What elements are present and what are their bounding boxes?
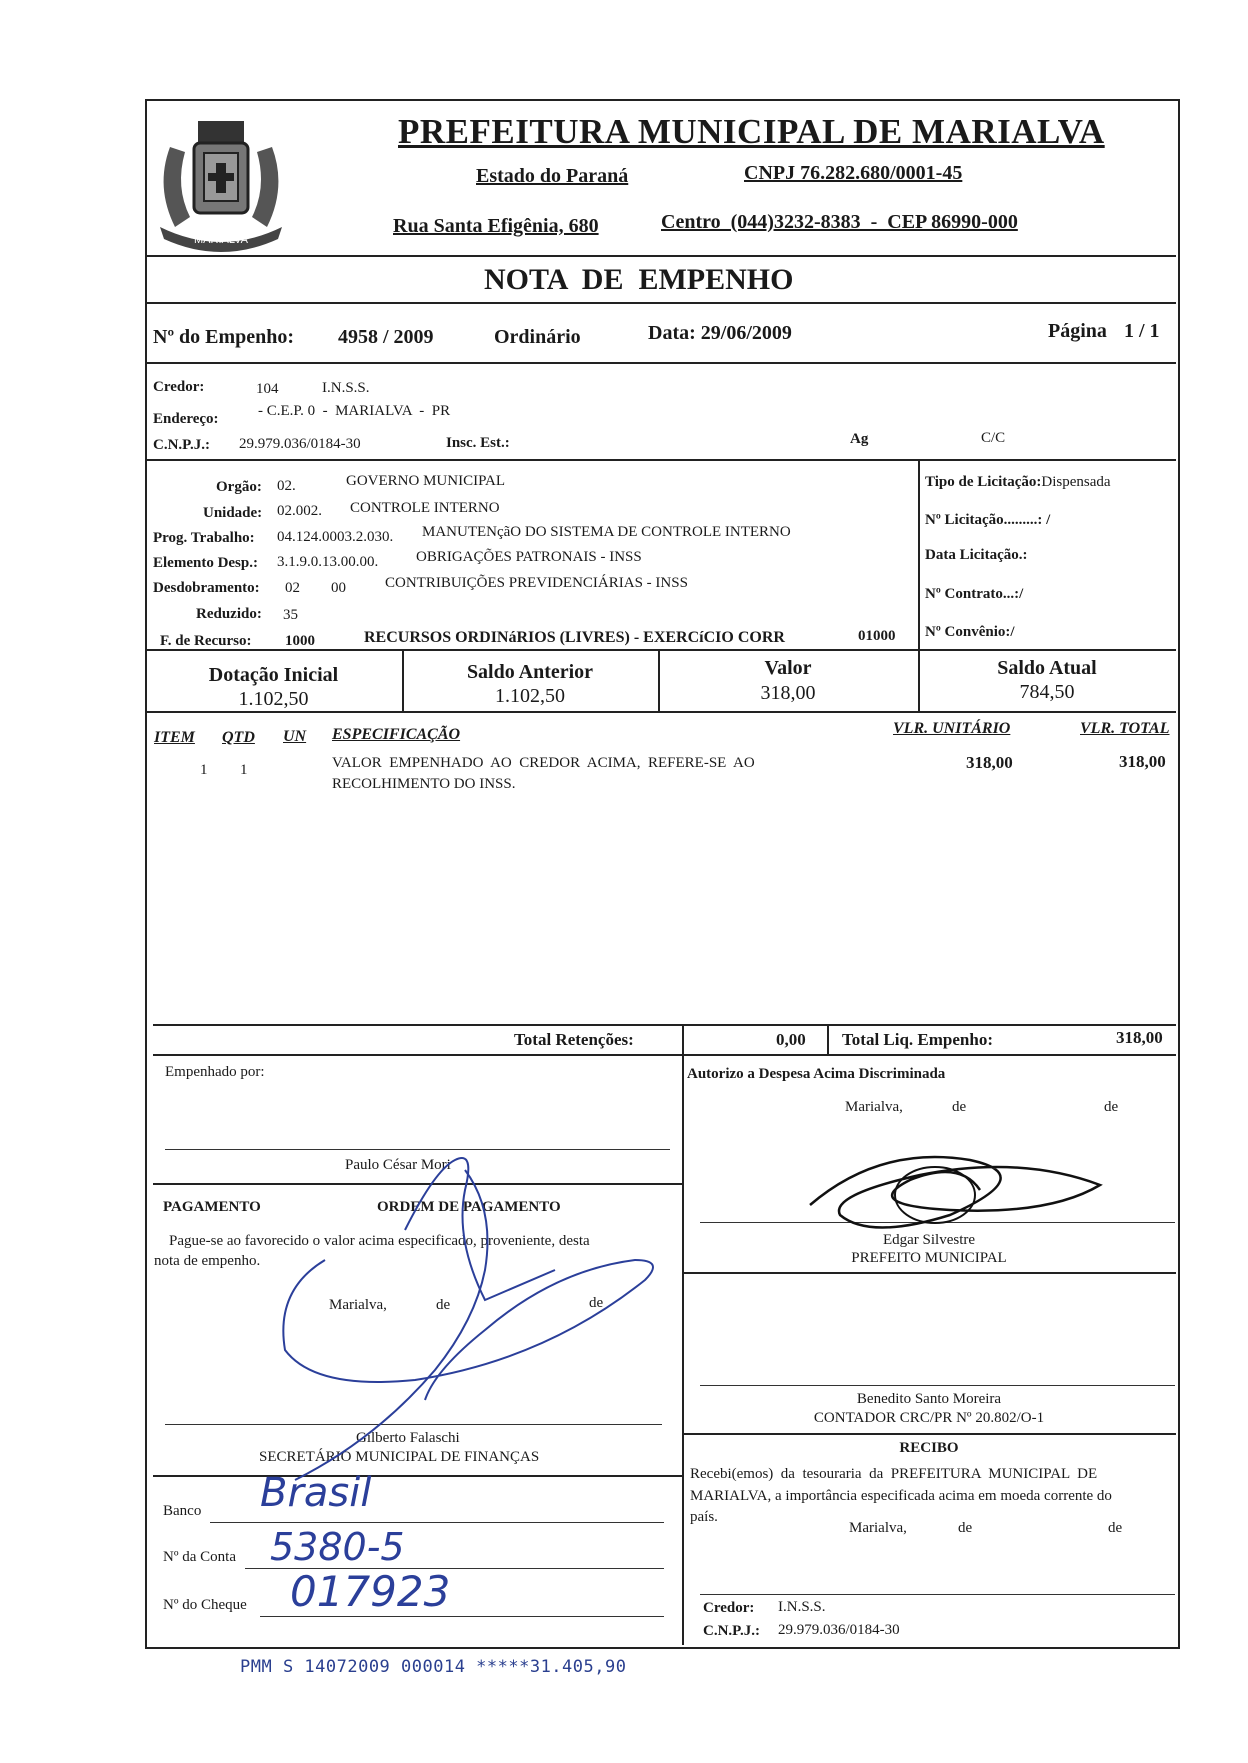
signature-secretario xyxy=(255,1150,675,1490)
cc-label: C/C xyxy=(981,430,1006,446)
item-total-value: 318,00 xyxy=(1119,752,1166,771)
ordem-pagamento-label: ORDEM DE PAGAMENTO xyxy=(377,1199,561,1215)
credor-code: 104 xyxy=(256,381,279,397)
svg-text:MARIALVA: MARIALVA xyxy=(194,234,248,246)
cnpj-header: CNPJ 76.282.680/0001-45 xyxy=(744,162,963,184)
autorizo-label: Autorizo a Despesa Acima Discriminada xyxy=(687,1066,946,1082)
col-un: UN xyxy=(283,728,307,745)
ordem-de-1: de xyxy=(436,1297,451,1313)
empenho-number-label: Nº do Empenho: xyxy=(153,326,295,348)
fonte-recurso-code2: 01000 xyxy=(858,628,896,644)
banco-handwritten: Brasil xyxy=(260,1470,372,1516)
saldo-atual: 784,50 xyxy=(1019,681,1075,703)
data-licitacao: Data Licitação.: xyxy=(925,547,1028,563)
empenho-date: Data: 29/06/2009 xyxy=(648,322,792,344)
tipo-licitacao-value: Dispensada xyxy=(1041,474,1111,490)
empenhado-por-label: Empenhado por: xyxy=(165,1064,265,1080)
item-qtd: 1 xyxy=(240,762,248,778)
conta-label: Nº da Conta xyxy=(163,1549,236,1565)
contador-role: CONTADOR CRC/PR Nº 20.802/O-1 xyxy=(813,1410,1045,1426)
item-spec-line1: VALOR EMPENHADO AO CREDOR ACIMA, REFERE-SE AO xyxy=(332,755,755,771)
endereco-label: Endereço: xyxy=(153,411,219,427)
banco-line xyxy=(210,1522,664,1523)
cheque-label: Nº do Cheque xyxy=(163,1597,247,1613)
orgao-code: 02. xyxy=(277,478,296,494)
signer-secretario: Gilberto Falaschi xyxy=(356,1430,460,1446)
prefeito-role: PREFEITO MUNICIPAL xyxy=(851,1250,1007,1266)
numero-contrato: Nº Contrato...:/ xyxy=(925,586,1024,602)
fonte-recurso-label: F. de Recurso: xyxy=(160,633,252,649)
item-number: 1 xyxy=(200,762,208,778)
recibo-label: RECIBO xyxy=(899,1440,959,1456)
coat-of-arms-icon xyxy=(150,107,292,257)
page-title: PREFEITURA MUNICIPAL DE MARIALVA xyxy=(398,112,1105,151)
credor-cnpj: 29.979.036/0184-30 xyxy=(239,436,361,452)
recibo-cnpj: 29.979.036/0184-30 xyxy=(778,1622,900,1638)
cheque-line xyxy=(260,1616,664,1617)
prog-trabalho-code: 04.124.0003.2.030. xyxy=(277,529,394,545)
page-number: 1 / 1 xyxy=(1124,320,1160,342)
signer-empenhado: Paulo César Mori xyxy=(345,1157,451,1173)
prog-trabalho: MANUTENçãO DO SISTEMA DE CONTROLE INTERNO xyxy=(422,524,791,540)
recibo-credor: I.N.S.S. xyxy=(778,1599,826,1615)
col-item: ITEM xyxy=(154,729,195,746)
total-retencoes-label: Total Retenções: xyxy=(514,1030,634,1049)
saldo-atual-label: Saldo Atual xyxy=(997,657,1097,679)
signer-secretario-role: SECRETÁRIO MUNICIPAL DE FINANÇAS xyxy=(259,1449,540,1465)
unidade-label: Unidade: xyxy=(203,505,263,521)
col-especificacao: ESPECIFICAÇÃO xyxy=(332,726,461,743)
recibo-text-line1: Recebi(emos) da tesouraria da PREFEITURA MUNICIPAL DE xyxy=(690,1466,1098,1482)
recibo-text-line2: MARIALVA, a importância especificada acima em moeda corrente do xyxy=(690,1488,1112,1504)
tipo-licitacao-label xyxy=(925,474,1111,491)
total-liquido-label: Total Liq. Empenho: xyxy=(842,1030,993,1049)
document-title: NOTA DE EMPENHO xyxy=(484,263,794,296)
conta-handwritten: 5380-5 xyxy=(270,1525,405,1569)
item-unit-value: 318,00 xyxy=(966,753,1013,772)
credor-label: Credor: xyxy=(153,379,205,395)
ag-label: Ag xyxy=(850,431,869,447)
col-vlr-total: VLR. TOTAL xyxy=(1080,720,1170,737)
saldo-anterior-label: Saldo Anterior xyxy=(466,661,594,683)
banco-label: Banco xyxy=(163,1503,202,1519)
recibo-cnpj-label: C.N.P.J.: xyxy=(703,1623,760,1639)
valor-label: Valor xyxy=(764,657,812,679)
desdobramento-code2: 00 xyxy=(331,580,346,596)
recibo-de-1: de xyxy=(958,1520,973,1536)
saldo-anterior: 1.102,50 xyxy=(495,685,565,707)
contador-name: Benedito Santo Moreira xyxy=(856,1391,1002,1407)
item-spec-line2: RECOLHIMENTO DO INSS. xyxy=(332,776,516,792)
prog-trabalho-label: Prog. Trabalho: xyxy=(153,530,255,546)
total-liquido: 318,00 xyxy=(1116,1028,1163,1047)
col-qtd: QTD xyxy=(222,729,255,746)
orgao: GOVERNO MUNICIPAL xyxy=(346,473,506,489)
fonte-recurso-code: 1000 xyxy=(285,633,315,649)
insc-est-label: Insc. Est.: xyxy=(446,435,510,451)
tipo-licitacao-key: Tipo de Licitação: xyxy=(925,474,1042,490)
autorizo-marialva: Marialva, xyxy=(845,1099,903,1115)
valor: 318,00 xyxy=(760,682,816,704)
reduzido: 35 xyxy=(283,607,298,623)
autorizo-de-1: de xyxy=(952,1099,967,1115)
empenho-type: Ordinário xyxy=(494,326,581,348)
pague-se-line2: nota de empenho. xyxy=(154,1253,261,1269)
empenho-number: 4958 / 2009 xyxy=(338,326,434,348)
recibo-de-2: de xyxy=(1108,1520,1123,1536)
recibo-text-line3: país. xyxy=(690,1509,718,1525)
credor-name: I.N.S.S. xyxy=(322,380,370,396)
col-vlr-unitario: VLR. UNITÁRIO xyxy=(893,720,1011,737)
numero-licitacao: Nº Licitação.........: / xyxy=(925,512,1051,528)
recibo-credor-label: Credor: xyxy=(703,1600,755,1616)
address-rest: Centro (044)3232-8383 - CEP 86990-000 xyxy=(661,211,1018,233)
elemento: OBRIGAÇÕES PATRONAIS - INSS xyxy=(416,549,642,565)
desdobramento: CONTRIBUIÇÕES PREVIDENCIÁRIAS - INSS xyxy=(385,575,688,591)
total-retencoes: 0,00 xyxy=(776,1030,806,1049)
signature-line-contador xyxy=(700,1385,1175,1386)
endereco: - C.E.P. 0 - MARIALVA - PR xyxy=(258,403,451,419)
dotacao-inicial-label: Dotação Inicial xyxy=(208,664,339,686)
numero-convenio: Nº Convênio:/ xyxy=(925,624,1015,640)
elemento-code: 3.1.9.0.13.00.00. xyxy=(277,554,379,570)
orgao-label: Orgão: xyxy=(216,479,262,495)
cnpj-label: C.N.P.J.: xyxy=(153,437,210,453)
ordem-de-2: de xyxy=(589,1295,604,1311)
reduzido-label: Reduzido: xyxy=(196,606,262,622)
unidade-code: 02.002. xyxy=(277,503,322,519)
desdobramento-code1: 02 xyxy=(285,580,300,596)
unidade: CONTROLE INTERNO xyxy=(350,500,500,516)
address-label: Rua Santa Efigênia, 680 xyxy=(393,215,599,237)
pagamento-label: PAGAMENTO xyxy=(163,1199,261,1215)
pague-se-line1: Pague-se ao favorecido o valor acima especificado, proveniente, desta xyxy=(169,1233,590,1249)
recibo-marialva: Marialva, xyxy=(849,1520,907,1536)
signature-prefeito xyxy=(800,1135,1120,1245)
ordem-marialva: Marialva, xyxy=(329,1297,387,1313)
footer-stamp: PMM S 14072009 000014 *****31.405,90 xyxy=(240,1657,627,1677)
prefeito-name: Edgar Silvestre xyxy=(882,1232,976,1248)
cheque-handwritten: 017923 xyxy=(290,1567,451,1616)
elemento-label: Elemento Desp.: xyxy=(153,555,258,571)
fonte-recurso: RECURSOS ORDINáRIOS (LIVRES) - EXERCíCIO CORR xyxy=(364,629,785,646)
page-number-label: Página xyxy=(1048,320,1107,342)
desdobramento-label: Desdobramento: xyxy=(153,580,260,596)
autorizo-de-2: de xyxy=(1104,1099,1119,1115)
signature-line-credor xyxy=(700,1594,1175,1595)
dotacao-inicial: 1.102,50 xyxy=(238,688,309,710)
state-label: Estado do Paraná xyxy=(476,165,629,187)
